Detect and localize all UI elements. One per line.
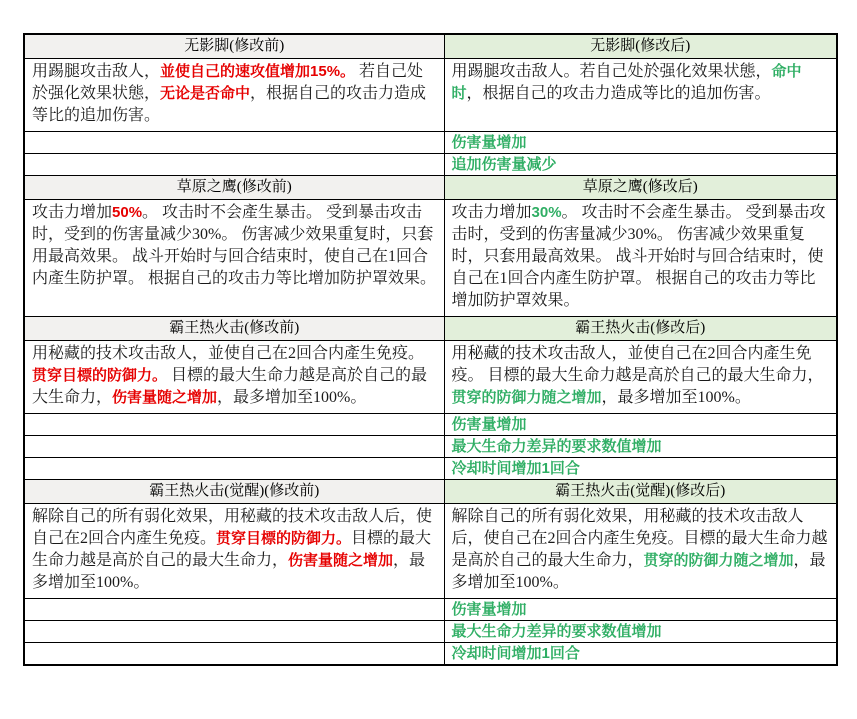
section-header-row [24,176,837,200]
description-segment-normal: ，根据自己的攻击力造成等比的追加伤害。 [466,85,771,102]
description-segment-normal: ，最多增加至100%。 [32,552,426,591]
description-segment-normal: 攻击力增加 [451,204,532,221]
description-segment-normal: 用踢腿攻击敌人。若自己处於强化效果状態， [451,63,772,80]
empty-cell [24,458,444,480]
skill-description-before [24,200,444,317]
empty-cell [24,621,444,643]
change-note-row [24,621,837,643]
description-segment-normal: 用踢腿攻击敌人， [32,63,161,80]
description-segment-green: 命中时 [451,63,802,102]
description-segment-normal: 用秘藏的技术攻击敌人，並使自己在2回合内產生免疫。 目標的最大生命力越是高於自己的最大生命力， [451,345,824,384]
skill-title-before: 霸王热火击(修改前) [24,317,444,341]
skill-description-after [444,504,837,599]
skill-description-after [444,59,837,132]
description-segment-normal: 。 攻击时不会產生暴击。 受到暴击攻击时，受到的伤害量减少30%。 伤害减少效果重复时，只套用最高效果。 战斗开始时与回合结束时，使自己在1回合内產生防护罩。 根据自己的攻击力等比增加防护罩效果。 [32,204,437,287]
description-segment-green: 贯穿的防御力随之增加 [643,552,794,569]
change-note: 冷却时间增加1回合 [444,643,837,666]
description-segment-red: 贯穿目標的防御力。 [216,530,352,547]
description-segment-normal: 攻击力增加 [32,204,113,221]
empty-cell [24,643,444,666]
change-note: 冷却时间增加1回合 [444,458,837,480]
description-segment-normal: ，最多增加至100%。 [451,552,826,591]
description-segment-red: 无论是否命中 [160,85,251,102]
change-note: 最大生命力差异的要求数值增加 [444,621,837,643]
skill-description-before [24,341,444,414]
empty-cell [24,436,444,458]
change-note-row [24,643,837,666]
description-segment-normal: 若自己处於强化效果状態， [32,63,424,102]
skill-title-after: 无影脚(修改后) [444,34,837,59]
description-segment-normal: 解除自己的所有弱化效果，用秘藏的技术攻击敌人后，使自己在2回合内產生免疫。 [32,508,433,547]
description-segment-red: 伤害量随之增加 [288,552,394,569]
description-segment-normal: ，最多增加至100%。 [217,389,367,406]
change-note: 最大生命力差异的要求数值增加 [444,436,837,458]
description-segment-normal: 。 攻击时不会產生暴击。 受到暴击攻击时，受到的伤害量减少30%。 伤害减少效果重复时，只套用最高效果。 战斗开始时与回合结束时，使自己在1回合内產生防护罩。 根据自己的攻击力等比增加防护罩效果。 [451,204,826,309]
skill-title-before: 无影脚(修改前) [24,34,444,59]
description-segment-green: 30% [531,204,562,221]
change-note-row [24,154,837,176]
skill-title-after: 霸王热火击(修改后) [444,317,837,341]
skill-description-before [24,504,444,599]
change-note-row [24,436,837,458]
section-header-row [24,480,837,504]
description-segment-normal: ，最多增加至100%。 [601,389,751,406]
change-note: 伤害量增加 [444,599,837,621]
description-segment-normal: 目標的最大生命力越是高於自己的最大生命力， [32,367,428,406]
description-segment-green: 贯穿的防御力随之增加 [451,389,602,406]
description-segment-red: 並使自己的速攻值增加15%。 [160,63,356,80]
section-header-row [24,34,837,59]
section-description-row [24,59,837,132]
section-header-row [24,317,837,341]
skill-description-after [444,200,837,317]
skill-comparison-table [23,33,838,666]
skill-title-before: 霸王热火击(觉醒)(修改前) [24,480,444,504]
description-segment-normal: 用秘藏的技术攻击敌人，並使自己在2回合内產生免疫。 [32,345,425,362]
description-segment-red: 贯穿目標的防御力。 [32,367,168,384]
skill-title-after: 霸王热火击(觉醒)(修改后) [444,480,837,504]
change-note-row [24,458,837,480]
change-note-row [24,132,837,154]
description-segment-red: 伤害量随之增加 [112,389,218,406]
empty-cell [24,599,444,621]
change-note: 伤害量增加 [444,132,837,154]
empty-cell [24,154,444,176]
skill-title-after: 草原之鹰(修改后) [444,176,837,200]
empty-cell [24,132,444,154]
change-note: 追加伤害量减少 [444,154,837,176]
description-segment-normal: 目標的最大生命力越是高於自己的最大生命力， [32,530,432,569]
skill-description-before [24,59,444,132]
section-description-row [24,341,837,414]
skill-description-after [444,341,837,414]
section-description-row [24,504,837,599]
description-segment-normal: 解除自己的所有弱化效果，用秘藏的技术攻击敌人后，使自己在2回合内產生免疫。目標的最大生命力越是高於自己的最大生命力， [451,508,828,569]
change-note: 伤害量增加 [444,414,837,436]
change-note-row [24,599,837,621]
skill-comparison-table-body [24,34,837,665]
skill-title-before: 草原之鹰(修改前) [24,176,444,200]
empty-cell [24,414,444,436]
description-segment-red: 50% [112,204,143,221]
change-note-row [24,414,837,436]
section-description-row [24,200,837,317]
description-segment-normal: ，根据自己的攻击力造成等比的追加伤害。 [32,85,427,124]
